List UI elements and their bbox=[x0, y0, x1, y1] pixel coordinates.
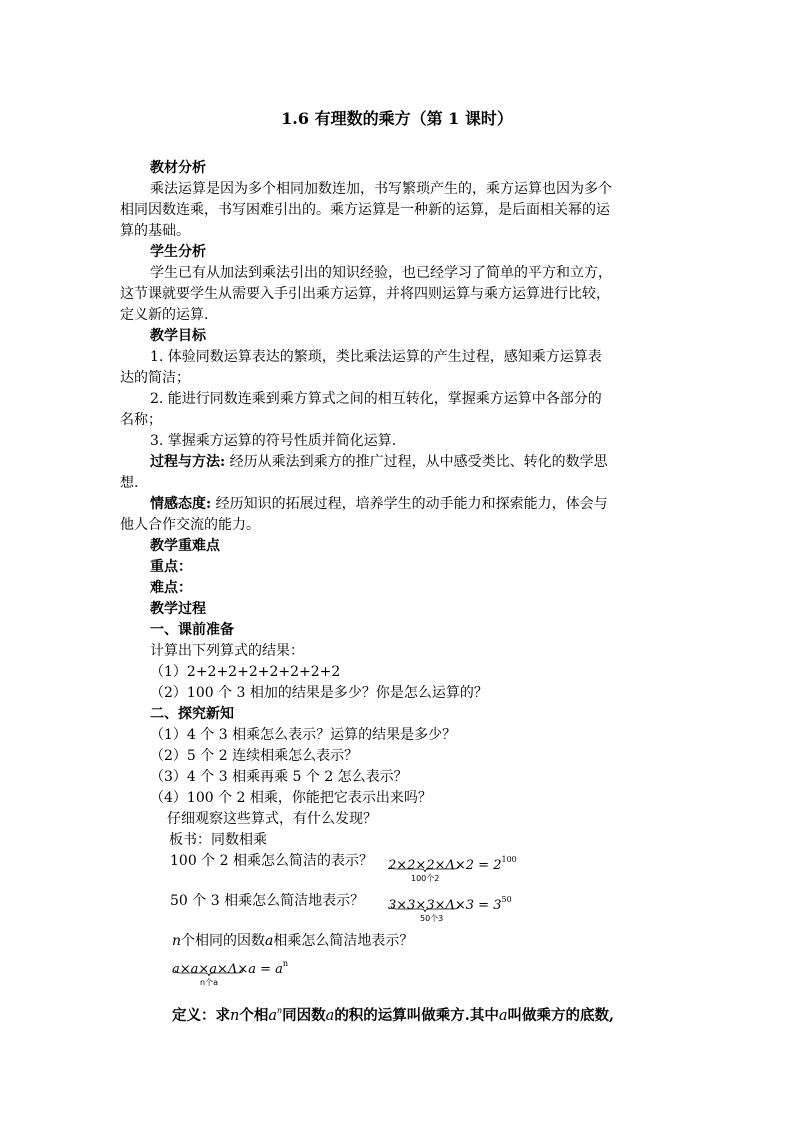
underbrace-icon bbox=[174, 970, 244, 976]
key-point-label: 重点： bbox=[150, 559, 192, 575]
definition-line bbox=[172, 1001, 614, 1026]
process-method-text: 经历从乘法到乘方的推广过程，从中感受类比、转化的数学思 bbox=[229, 454, 608, 470]
paragraph-line: 仔细观察这些算式，有什么发现？ bbox=[167, 811, 377, 827]
section-heading-goals: 教学目标 bbox=[150, 328, 206, 344]
formula-body: a×a×a×Λ×a = a bbox=[172, 962, 283, 977]
emotion-label: 情感态度: bbox=[150, 496, 212, 512]
goal-item: 1. 体验同数运算表达的繁琐，类比乘法运算的产生过程，感知乘方运算表 bbox=[150, 349, 602, 365]
section-heading-analysis: 教材分析 bbox=[150, 160, 206, 176]
section-heading-process: 教学过程 bbox=[150, 601, 206, 617]
question-item: （2）5 个 2 连续相乘怎么表示？ bbox=[150, 748, 359, 764]
math-var: a bbox=[498, 1008, 508, 1024]
question-item: （3）4 个 3 相乘再乘 5 个 2 怎么表示？ bbox=[150, 769, 408, 785]
goal-item-cont: 名称； bbox=[120, 412, 162, 428]
goal-item-cont: 达的简洁； bbox=[120, 370, 190, 386]
text-run: 求 bbox=[215, 1007, 230, 1024]
formula-underbrace-label: 50个3 bbox=[420, 914, 444, 923]
process-method-label: 过程与方法: bbox=[150, 454, 226, 470]
math-var: a bbox=[325, 1008, 335, 1024]
math-var: a bbox=[265, 933, 274, 949]
page-title: 1.6 有理数的乘方（第 1 课时） bbox=[281, 109, 513, 128]
paragraph-line: 学生已有从加法到乘法引出的知识经验，也已经学习了简单的平方和立方， bbox=[150, 265, 612, 281]
definition-label: 定义： bbox=[172, 1007, 216, 1024]
process-method-line bbox=[150, 452, 608, 472]
paragraph-line: 计算出下列算式的结果： bbox=[150, 643, 304, 659]
question-item: （4）100 个 2 相乘，你能把它表示出来吗？ bbox=[150, 790, 432, 806]
math-var: n bbox=[172, 933, 182, 949]
formula-question: 100 个 2 相乘怎么简洁的表示？ bbox=[170, 853, 373, 869]
math-var: a bbox=[268, 1008, 277, 1024]
formula-question bbox=[172, 931, 413, 951]
formula-body: 2×2×2×Λ×2 = 2 bbox=[388, 858, 502, 873]
formula-underbrace-label: n个a bbox=[200, 978, 218, 987]
underbrace-icon bbox=[390, 906, 460, 912]
question-item: （2）100 个 3 相加的结果是多少？你是怎么运算的？ bbox=[150, 685, 488, 701]
formula-body: 3×3×3×Λ×3 = 3 bbox=[388, 898, 502, 913]
formula-underbrace-label: 100个2 bbox=[411, 874, 440, 883]
text-run: 个相 bbox=[239, 1007, 269, 1024]
paragraph-line: 这节课就要学生从需要入手引出乘方运算，并将四则运算与乘方运算进行比较， bbox=[120, 286, 610, 302]
formula-exponent: 50 bbox=[501, 895, 512, 904]
part1-heading: 一、课前准备 bbox=[150, 622, 234, 638]
paragraph-line: 想. bbox=[120, 475, 139, 491]
paragraph-line: 相同因数连乘，书写困难引出的。乘方运算是一种新的运算，是后面相关幂的运 bbox=[120, 202, 610, 218]
formula-exponent: n bbox=[282, 959, 289, 968]
text-run: 叫做乘方的底数, bbox=[507, 1007, 615, 1024]
goal-item: 2. 能进行同数连乘到乘方算式之间的相互转化，掌握乘方运算中各部分的 bbox=[150, 391, 602, 407]
question-item: （1）2+2+2+2+2+2+2+2 bbox=[150, 664, 341, 680]
emotion-text: 经历知识的拓展过程，培养学生的动手能力和探索能力，体会与 bbox=[215, 496, 608, 512]
paragraph-line: 算的基础。 bbox=[120, 223, 190, 239]
text-run: 相乘怎么简洁地表示？ bbox=[273, 933, 414, 949]
underbrace-icon bbox=[390, 866, 460, 872]
math-var: n bbox=[230, 1008, 240, 1024]
math-exponent: n bbox=[277, 1006, 283, 1015]
paragraph-line: 定义新的运算. bbox=[120, 307, 209, 323]
paragraph-line: 他人合作交流的能力。 bbox=[120, 517, 260, 533]
board-note: 板书：同数相乘 bbox=[169, 832, 267, 848]
formula-exponent: 100 bbox=[501, 855, 517, 864]
text-run: 个相同的因数 bbox=[181, 933, 266, 949]
part2-heading: 二、探究新知 bbox=[150, 706, 234, 722]
section-heading-keypoints: 教学重难点 bbox=[150, 538, 220, 554]
paragraph-line: 乘法运算是因为多个相同加数连加，书写繁琐产生的，乘方运算也因为多个 bbox=[150, 181, 612, 197]
text-run: 的积的运算叫做乘方.其中 bbox=[334, 1007, 499, 1024]
difficult-point-label: 难点： bbox=[150, 580, 192, 596]
goal-item: 3. 掌握乘方运算的符号性质并简化运算. bbox=[150, 433, 397, 449]
text-run: 同因数 bbox=[282, 1007, 326, 1024]
section-heading-students: 学生分析 bbox=[150, 244, 206, 260]
question-item: （1）4 个 3 相乘怎么表示？运算的结果是多少？ bbox=[150, 727, 457, 743]
emotion-line bbox=[150, 494, 608, 514]
formula-question: 50 个 3 相乘怎么简洁地表示？ bbox=[170, 893, 365, 909]
